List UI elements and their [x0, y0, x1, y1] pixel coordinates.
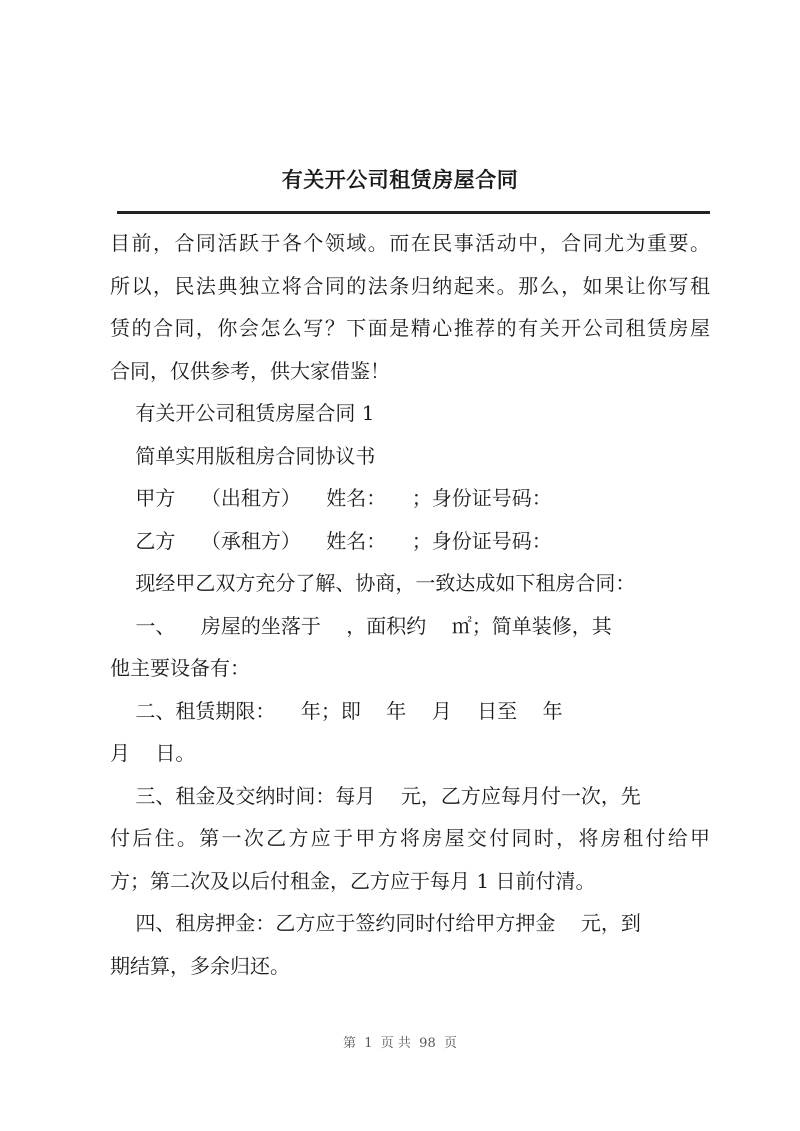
party-a-line: 甲方 （出租方） 姓名： ；身份证号码：: [110, 486, 552, 510]
title-underline: [117, 211, 710, 214]
clause-2-line: 月 日。: [110, 741, 196, 765]
body-line: 合同，仅供参考，供大家借鉴！: [110, 358, 390, 383]
clause-4-line: 期结算，多余归还。: [110, 953, 290, 978]
clause-2-line: 二、租赁期限： 年；即 年 月 日至 年: [110, 698, 563, 723]
body-line: 现经甲乙双方充分了解、协商，一致达成如下租房合同：: [110, 571, 636, 595]
party-b-line: 乙方 （承租方） 姓名： ；身份证号码：: [110, 528, 552, 553]
clause-1-line: 他主要设备有：: [110, 656, 250, 680]
page-number: 第 1 页 共 98 页: [342, 1036, 457, 1051]
document-title: 有关开公司租赁房屋合同: [281, 168, 519, 192]
clause-3-line: 付后住。第一次乙方应于甲方将房屋交付同时，将房租付给甲: [110, 826, 710, 850]
clause-1-line: 一、 房屋的坐落于 ，面积约 ㎡；简单装修，其: [110, 613, 612, 638]
body-line: 所以，民法典独立将合同的法条归纳起来。那么，如果让你写租: [110, 273, 710, 298]
clause-4-line: 四、租房押金：乙方应于签约同时付给甲方押金 元，到: [110, 911, 641, 935]
clause-3-line: 方；第二次及以后付租金，乙方应于每月 1 日前付清。: [110, 868, 596, 893]
subheading: 简单实用版租房合同协议书: [110, 443, 376, 468]
body-line: 目前，合同活跃于各个领域。而在民事活动中，合同尤为重要。: [110, 231, 710, 255]
body-line: 赁的合同，你会怎么写？下面是精心推荐的有关开公司租赁房屋: [110, 316, 710, 340]
document-body: [110, 222, 710, 987]
section-heading: 有关开公司租赁房屋合同 1: [110, 401, 375, 425]
clause-3-line: 三、租金及交纳时间：每月 元，乙方应每月付一次，先: [110, 783, 641, 808]
